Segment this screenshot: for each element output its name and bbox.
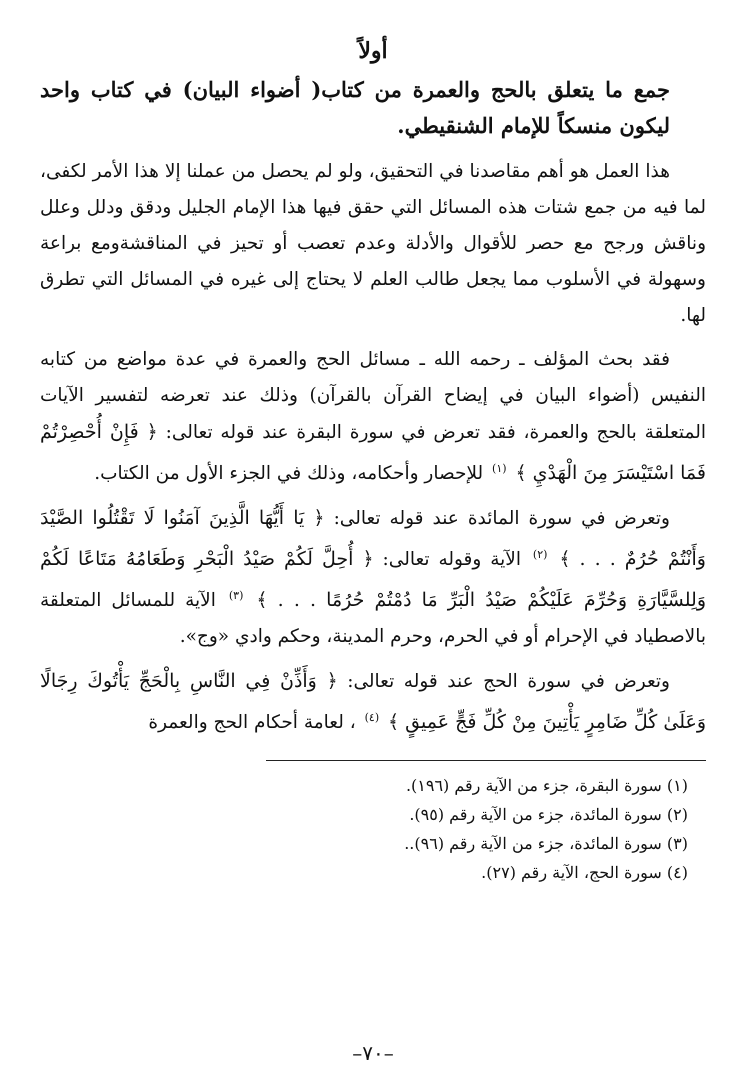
footnote-ref-2: (٢) xyxy=(532,548,548,562)
footnote-1: (١) سورة البقرة، جزء من الآية رقم (١٩٦). xyxy=(405,775,688,795)
page-number: –٧٠– xyxy=(352,1041,394,1065)
quran-verse-hajj: ﴿ وَأَذِّنْ فِي النَّاسِ بِالْحَجِّ يَأْتُوكَ رِجَالًا وَعَلَىٰ كُلِّ ضَامِرٍ يَأْتِينَ مِنْ كُلِّ فَجٍّ عَمِيقٍ ﴾ xyxy=(40,670,706,734)
paragraph-3-text-b: الآية وقوله تعالى: xyxy=(382,549,521,571)
paragraph-1-text: هذا العمل هو أهم مقاصدنا في التحقيق، ولو لم يحصل من عملنا إلا هذا الأمر لكفى، لما فيه من جمع شتات هذه المسائل التي حقق فيها هذا الإمام الجليل ودقق ودلل وعلل وناقش ورجح مع حصر للأقوال والأدلة وعدم تعصب أو تحيز في المناقشةومع براعة وسهولة في الأسلوب مما يجعل طالب العلم لا يحتاج إلى غيره في المسائل التي تطرق لها. xyxy=(40,161,706,326)
paragraph-4-text-a: وتعرض في سورة الحج عند قوله تعالى: xyxy=(347,671,670,693)
paragraph-4-text-b: ، لعامة أحكام الحج والعمرة xyxy=(148,712,356,734)
section-heading: أولاً xyxy=(358,38,388,64)
paragraph-2-text-a: فقد بحث المؤلف ـ رحمه الله ـ مسائل الحج والعمرة في عدة مواضع من كتابه النفيس (أضواء البيان في إيضاح القرآن بالقرآن) وذلك عند تعرضه لتفسير الآيات المتعلقة بالحج والعمرة، فقد تعرض في سورة البقرة عند قوله تعالى: xyxy=(40,349,706,443)
paragraph-3-text-a: وتعرض في سورة المائدة عند قوله تعالى: xyxy=(333,508,670,530)
footnote-ref-3: (٣) xyxy=(228,589,244,603)
footnote-ref-1: (١) xyxy=(492,462,507,475)
quran-verse-maidah-96: ﴿ أُحِلَّ لَكُمْ صَيْدُ الْبَحْرِ وَطَعَامُهُ مَتَاعًا لَكُمْ وَلِلسَّيَّارَةِ وَحُرِّمَ عَلَيْكُمْ صَيْدُ الْبَرِّ مَا دُمْتُمْ حُرُمًا . . . ﴾ xyxy=(40,548,706,612)
document-page xyxy=(40,28,706,1068)
footnote-3: (٣) سورة المائدة، جزء من الآية رقم (٩٦).. xyxy=(404,833,688,853)
quran-verse-baqarah: ﴿ فَإِنْ أُحْصِرْتُمْ فَمَا اسْتَيْسَرَ مِنَ الْهَدْيِ ﴾ xyxy=(40,421,706,485)
paragraph-3 xyxy=(40,500,706,655)
paragraph-2-text-b: للإحصار وأحكامه، وذلك في الجزء الأول من الكتاب. xyxy=(94,463,484,485)
footnote-ref-4: (٤) xyxy=(364,711,380,725)
section-subheading: جمع ما يتعلق بالحج والعمرة من كتاب( أضواء البيان) في كتاب واحد ليكون منسكاً للإمام الشنقيطي. xyxy=(40,77,670,138)
paragraph-4 xyxy=(40,663,706,741)
quran-verse-maidah-95: ﴿ يَا أَيُّهَا الَّذِينَ آمَنُوا لَا تَقْتُلُوا الصَّيْدَ وَأَنْتُمْ حُرُمٌ . . . ﴾ xyxy=(40,507,706,571)
footnotes-list xyxy=(40,771,706,887)
paragraph-2 xyxy=(40,342,706,492)
paragraph-3-text-c: الآية للمسائل المتعلقة بالاصطياد في الإحرام أو في الحرم، وحرم المدينة، وحكم وادي «وج». xyxy=(40,590,706,648)
footnote-divider xyxy=(266,760,706,761)
paragraph-1 xyxy=(40,154,706,334)
footnote-4: (٤) سورة الحج، الآية رقم (٢٧). xyxy=(481,862,688,882)
footnote-2: (٢) سورة المائدة، جزء من الآية رقم (٩٥). xyxy=(409,804,688,824)
